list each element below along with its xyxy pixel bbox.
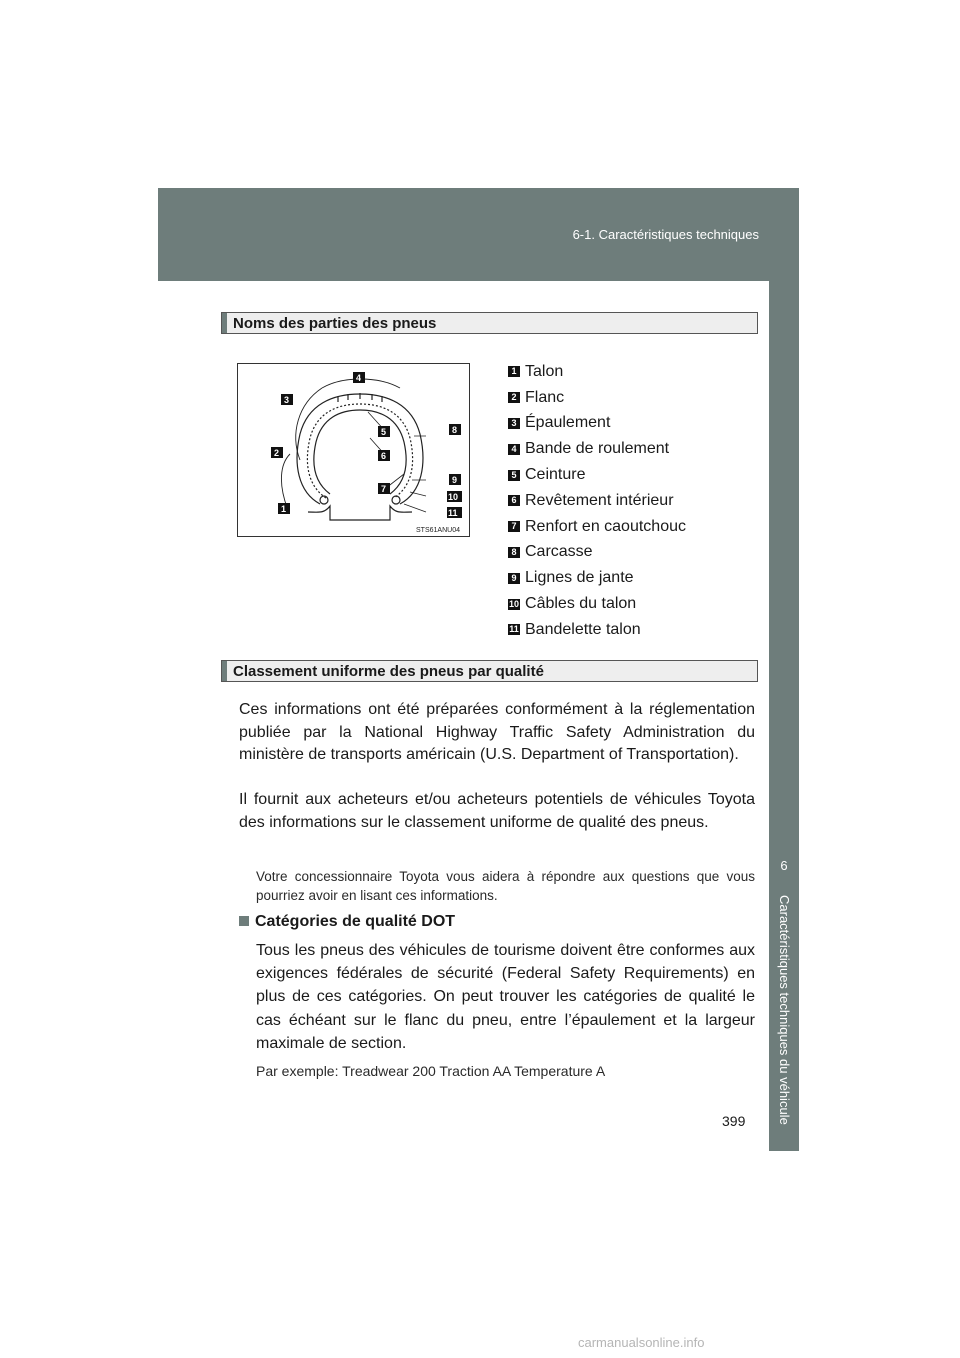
part-label: Lignes de jante: [525, 569, 634, 587]
svg-text:5: 5: [381, 427, 387, 437]
number-badge: 5: [508, 470, 520, 481]
note-text: Votre concessionnaire Toyota vous aidera à répondre aux questions que vous pourriez avoir en lisant ces informations.: [256, 869, 755, 903]
svg-text:4: 4: [356, 373, 362, 383]
part-label: Câbles du talon: [525, 595, 637, 613]
subheading-text: Catégories de qualité DOT: [255, 913, 456, 930]
svg-text:9: 9: [452, 475, 458, 485]
part-label: Ceinture: [525, 466, 586, 484]
part-label: Talon: [525, 362, 564, 380]
section-header-uniform-grading: [221, 660, 758, 682]
list-item: [508, 540, 758, 566]
section-title: Noms des parties des pneus: [233, 315, 437, 332]
number-badge: 2: [508, 392, 520, 403]
figure-code: STS61ANU04: [416, 527, 460, 534]
part-label: Renfort en caoutchouc: [525, 517, 686, 535]
square-bullet-icon: [239, 916, 249, 926]
part-label: Flanc: [525, 388, 565, 406]
svg-text:6: 6: [381, 451, 387, 461]
paragraph-purpose: Il fournit aux acheteurs et/ou acheteurs potentiels de véhicules Toyota des informations sur le classement uniforme de qualité des pneus.: [239, 791, 755, 831]
svg-text:11: 11: [448, 508, 458, 518]
part-label: Bande de roulement: [525, 440, 670, 458]
list-item: [508, 359, 758, 385]
part-label: Épaulement: [525, 414, 611, 432]
part-label: Bandelette talon: [525, 620, 641, 638]
section-header-tire-parts: [221, 312, 758, 334]
part-label: Revêtement intérieur: [525, 491, 674, 509]
page-number: 399: [722, 1113, 746, 1129]
svg-text:10: 10: [448, 492, 459, 502]
part-label: Carcasse: [525, 543, 593, 561]
svg-text:1: 1: [281, 504, 287, 514]
list-item: [508, 411, 758, 437]
svg-text:7: 7: [381, 484, 387, 494]
chapter-section-title: 6-1. Caractéristiques techniques: [572, 227, 759, 242]
section-title: Classement uniforme des pneus par qualité: [233, 663, 544, 680]
chapter-header: [158, 188, 799, 281]
svg-text:8: 8: [452, 425, 458, 435]
side-tab-label: Caractéristiques techniques du véhicule: [777, 895, 792, 1125]
list-item: [508, 591, 758, 617]
number-badge: 3: [508, 418, 520, 429]
subheading: [239, 913, 455, 931]
tire-parts-legend: [508, 359, 758, 643]
list-item: [508, 617, 758, 643]
list-item: [508, 462, 758, 488]
number-badge: 6: [508, 495, 520, 506]
list-item: [508, 565, 758, 591]
side-tab-number: 6: [780, 858, 788, 873]
list-item: [508, 514, 758, 540]
number-badge: 1: [508, 366, 520, 377]
tire-diagram: [238, 364, 469, 536]
number-badge: 7: [508, 521, 520, 532]
paragraph-dot-categories: Tous les pneus des véhicules de tourisme doivent être conformes aux exigences fédérales de sécurité (Federal Safety Requirements) en plus de ces catégories. On peut trouver les catégories de qualité le cas échéant sur le flanc du pneu, entre l’épaulement et la largeur maximale de section.: [256, 942, 755, 1052]
watermark: carmanualsonline.info: [578, 1335, 705, 1350]
example-text: Par exemple: Treadwear 200 Traction AA Temperature A: [256, 1063, 606, 1079]
svg-text:2: 2: [274, 448, 280, 458]
number-badge: 4: [508, 444, 520, 455]
paragraph-intro: Ces informations ont été préparées conformément à la réglementation publiée par la National Highway Traffic Safety Administration du ministère de transports américain (U.S. Department of Transportation).: [239, 701, 755, 764]
number-badge: 11: [509, 624, 519, 635]
tire-cross-section-figure: [237, 363, 470, 537]
list-item: [508, 436, 758, 462]
list-item: [508, 488, 758, 514]
svg-text:3: 3: [284, 395, 290, 405]
number-badge: 9: [508, 573, 520, 584]
number-badge: 10: [509, 598, 520, 609]
number-badge: 8: [508, 547, 520, 558]
list-item: [508, 385, 758, 411]
